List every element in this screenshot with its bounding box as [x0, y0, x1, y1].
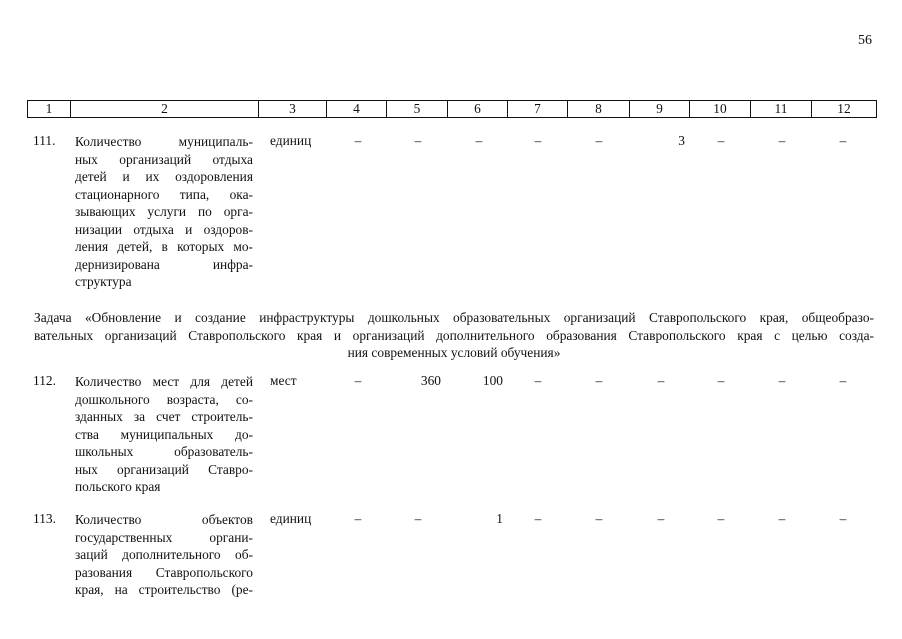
description-line: зданных за счет строитель- [75, 409, 253, 424]
description-line: детей и их оздоровления [75, 169, 253, 184]
task-heading-line: вательных организаций Ставропольского края и организаций дополнительного образования Ставропольского края с целью созда- [34, 327, 874, 343]
value-cell-col-9: – [657, 373, 665, 388]
value-cell-col-4: – [354, 373, 362, 388]
value-cell-col-5: – [414, 133, 422, 148]
description-line: дошкольного возраста, со- [75, 391, 253, 407]
value-cell-col-8: – [595, 133, 603, 148]
header-col-8: 8 [568, 101, 630, 118]
header-col-12: 12 [812, 101, 877, 118]
row-description [75, 511, 253, 599]
description-line: края, на строительство (ре- [75, 582, 253, 597]
value-cell-col-5: 360 [420, 373, 441, 388]
unit-cell: единиц [270, 133, 312, 148]
value-cell-col-11: – [778, 373, 786, 388]
description-line: государственных органи- [75, 529, 253, 545]
value-cell-col-8: – [595, 373, 603, 388]
task-heading [34, 309, 874, 362]
value-cell-col-11: – [778, 133, 786, 148]
value-cell-col-6: 1 [496, 511, 503, 526]
header-col-9: 9 [630, 101, 690, 118]
description-line: Количество мест для детей [75, 374, 253, 389]
value-cell-col-4: – [354, 133, 362, 148]
header-col-4: 4 [327, 101, 387, 118]
header-col-10: 10 [690, 101, 751, 118]
value-cell-col-12: – [839, 373, 847, 388]
description-line: низации отдыха и оздоров- [75, 221, 253, 237]
value-cell-col-9: – [657, 511, 665, 526]
header-col-1: 1 [28, 101, 71, 118]
description-line: ления детей, в которых мо- [75, 239, 253, 254]
value-cell-col-10: – [717, 511, 725, 526]
value-cell-col-7: – [534, 133, 542, 148]
row-description [75, 133, 253, 291]
description-line: дернизирована инфра- [75, 256, 253, 272]
description-line: ных организаций Ставро- [75, 461, 253, 477]
row-number: 113. [33, 511, 56, 526]
column-number-header [27, 100, 877, 118]
description-line: ства муниципальных до- [75, 426, 253, 442]
value-cell-col-8: – [595, 511, 603, 526]
value-cell-col-6: 100 [482, 373, 503, 388]
value-cell-col-12: – [839, 133, 847, 148]
value-cell-col-10: – [717, 373, 725, 388]
value-cell-col-9: 3 [678, 133, 685, 148]
value-cell-col-6: – [475, 133, 483, 148]
description-line: Количество муниципаль- [75, 134, 253, 149]
value-cell-col-7: – [534, 373, 542, 388]
description-line: структура [75, 274, 132, 289]
unit-cell: единиц [270, 511, 312, 526]
header-col-11: 11 [751, 101, 812, 118]
value-cell-col-10: – [717, 133, 725, 148]
description-line: польского края [75, 479, 161, 494]
header-col-3: 3 [259, 101, 327, 118]
value-cell-col-4: – [354, 511, 362, 526]
task-heading-line: ния современных условий обучения» [347, 345, 561, 360]
header-col-6: 6 [448, 101, 508, 118]
unit-cell: мест [270, 373, 297, 388]
description-line: стационарного типа, ока- [75, 186, 253, 202]
row-number: 111. [33, 133, 56, 148]
description-line: школьных образователь- [75, 444, 253, 459]
row-number: 112. [33, 373, 56, 388]
description-line: разования Ставропольского [75, 564, 253, 580]
value-cell-col-5: – [414, 511, 422, 526]
value-cell-col-11: – [778, 511, 786, 526]
value-cell-col-12: – [839, 511, 847, 526]
header-col-7: 7 [508, 101, 568, 118]
page-number: 56 [858, 33, 872, 48]
description-line: зывающих услуги по орга- [75, 204, 253, 219]
value-cell-col-7: – [534, 511, 542, 526]
header-col-2: 2 [71, 101, 259, 118]
description-line: Количество объектов [75, 512, 253, 527]
description-line: ных организаций отдыха [75, 151, 253, 167]
header-col-5: 5 [387, 101, 448, 118]
task-heading-line: Задача «Обновление и создание инфраструктуры дошкольных образовательных организаций Ставропольского края, общеобразо- [34, 310, 874, 325]
description-line: заций дополнительного об- [75, 547, 253, 562]
row-description [75, 373, 253, 496]
